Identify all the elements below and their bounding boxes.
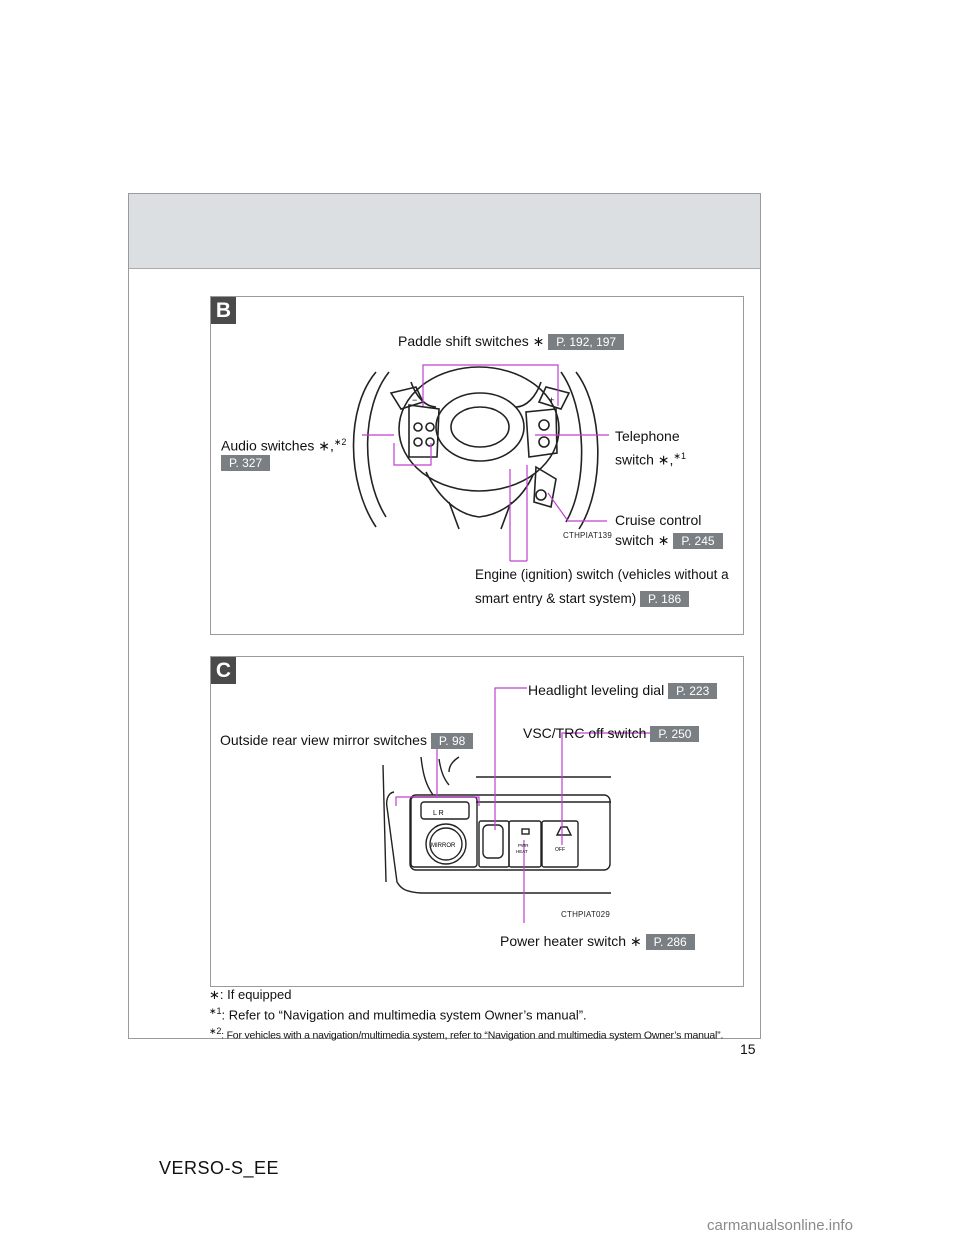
svg-text:−: − <box>412 395 418 405</box>
footnote-text: : For vehicles with a navigation/multimedia system, refer to “Navigation and multimedia system Owner’s manual”. <box>221 1029 724 1042</box>
telephone-footnote-mark: ∗1 <box>673 451 686 461</box>
telephone-switch-label <box>615 426 686 470</box>
mirror-text: MIRROR <box>431 843 456 849</box>
figure-code-b: CTHPIAT139 <box>563 531 612 540</box>
footnote-text: : Refer to “Navigation and multimedia system Owner’s manual”. <box>221 1007 587 1023</box>
footnote-1 <box>209 1003 749 1023</box>
headlight-leveling-label <box>528 680 717 700</box>
section-c-tag: C <box>211 657 236 684</box>
mirror-switches-label <box>220 730 473 750</box>
headlight-page-ref[interactable]: P. 223 <box>668 683 717 699</box>
section-b-tag: B <box>211 297 236 324</box>
footnote-mark: ∗2 <box>209 1026 222 1037</box>
section-b-steering-wheel <box>210 296 744 635</box>
headlight-text: Headlight leveling dial <box>528 682 665 698</box>
vsc-trc-label <box>523 723 699 743</box>
paddle-shift-page-ref[interactable]: P. 192, 197 <box>548 334 624 350</box>
power-heater-text: Power heater switch ∗ <box>500 933 642 949</box>
cruise-control-page-ref[interactable]: P. 245 <box>673 533 722 549</box>
audio-switches-text: Audio switches ∗, <box>221 437 334 454</box>
footnote-2 <box>209 1023 749 1044</box>
page-number: 15 <box>740 1041 756 1057</box>
figure-code-c: CTHPIAT029 <box>561 910 610 919</box>
telephone-line2: switch ∗, <box>615 451 674 468</box>
mirror-switches-text: Outside rear view mirror switches <box>220 732 427 748</box>
cruise-line1: Cruise control <box>615 512 702 528</box>
footnote-equipped <box>209 987 749 1003</box>
mirror-lr-text: L R <box>433 810 444 817</box>
cruise-line2: switch ∗ <box>615 532 670 548</box>
paddle-shift-label <box>398 331 624 351</box>
engine-switch-page-ref[interactable]: P. 186 <box>640 591 689 607</box>
footnote-mark: ∗ <box>209 987 220 1002</box>
cruise-control-label <box>615 510 723 550</box>
vsc-trc-page-ref[interactable]: P. 250 <box>650 726 699 742</box>
footnote-mark: ∗1 <box>209 1006 222 1016</box>
engine-line1: Engine (ignition) switch (vehicles without a <box>475 567 729 582</box>
heat-text: HEAT <box>516 849 528 854</box>
power-heater-label <box>500 931 695 951</box>
watermark: carmanualsonline.info <box>707 1217 853 1234</box>
engine-switch-label <box>475 565 729 609</box>
paddle-shift-text: Paddle shift switches ∗ <box>398 333 545 349</box>
vsc-trc-text: VSC/TRC off switch <box>523 725 647 741</box>
off-text: OFF <box>555 847 565 853</box>
section-c-dashboard-switches <box>210 656 744 987</box>
telephone-line1: Telephone <box>615 428 680 444</box>
header-band <box>129 194 760 269</box>
audio-switches-footnote-mark: ∗2 <box>333 437 347 447</box>
engine-line2: smart entry & start system) <box>475 591 637 606</box>
audio-switches-page-ref[interactable]: P. 327 <box>221 455 270 471</box>
power-heater-page-ref[interactable]: P. 286 <box>646 934 695 950</box>
svg-text:+: + <box>549 395 555 405</box>
footnote-text: : If equipped <box>219 987 292 1002</box>
pwr-text: PWR <box>518 843 529 848</box>
page-frame <box>128 193 761 1042</box>
mirror-switches-page-ref[interactable]: P. 98 <box>431 733 473 749</box>
footnotes <box>209 987 749 1044</box>
audio-switches-label <box>221 432 346 456</box>
document-code: VERSO-S_EE <box>159 1158 280 1178</box>
